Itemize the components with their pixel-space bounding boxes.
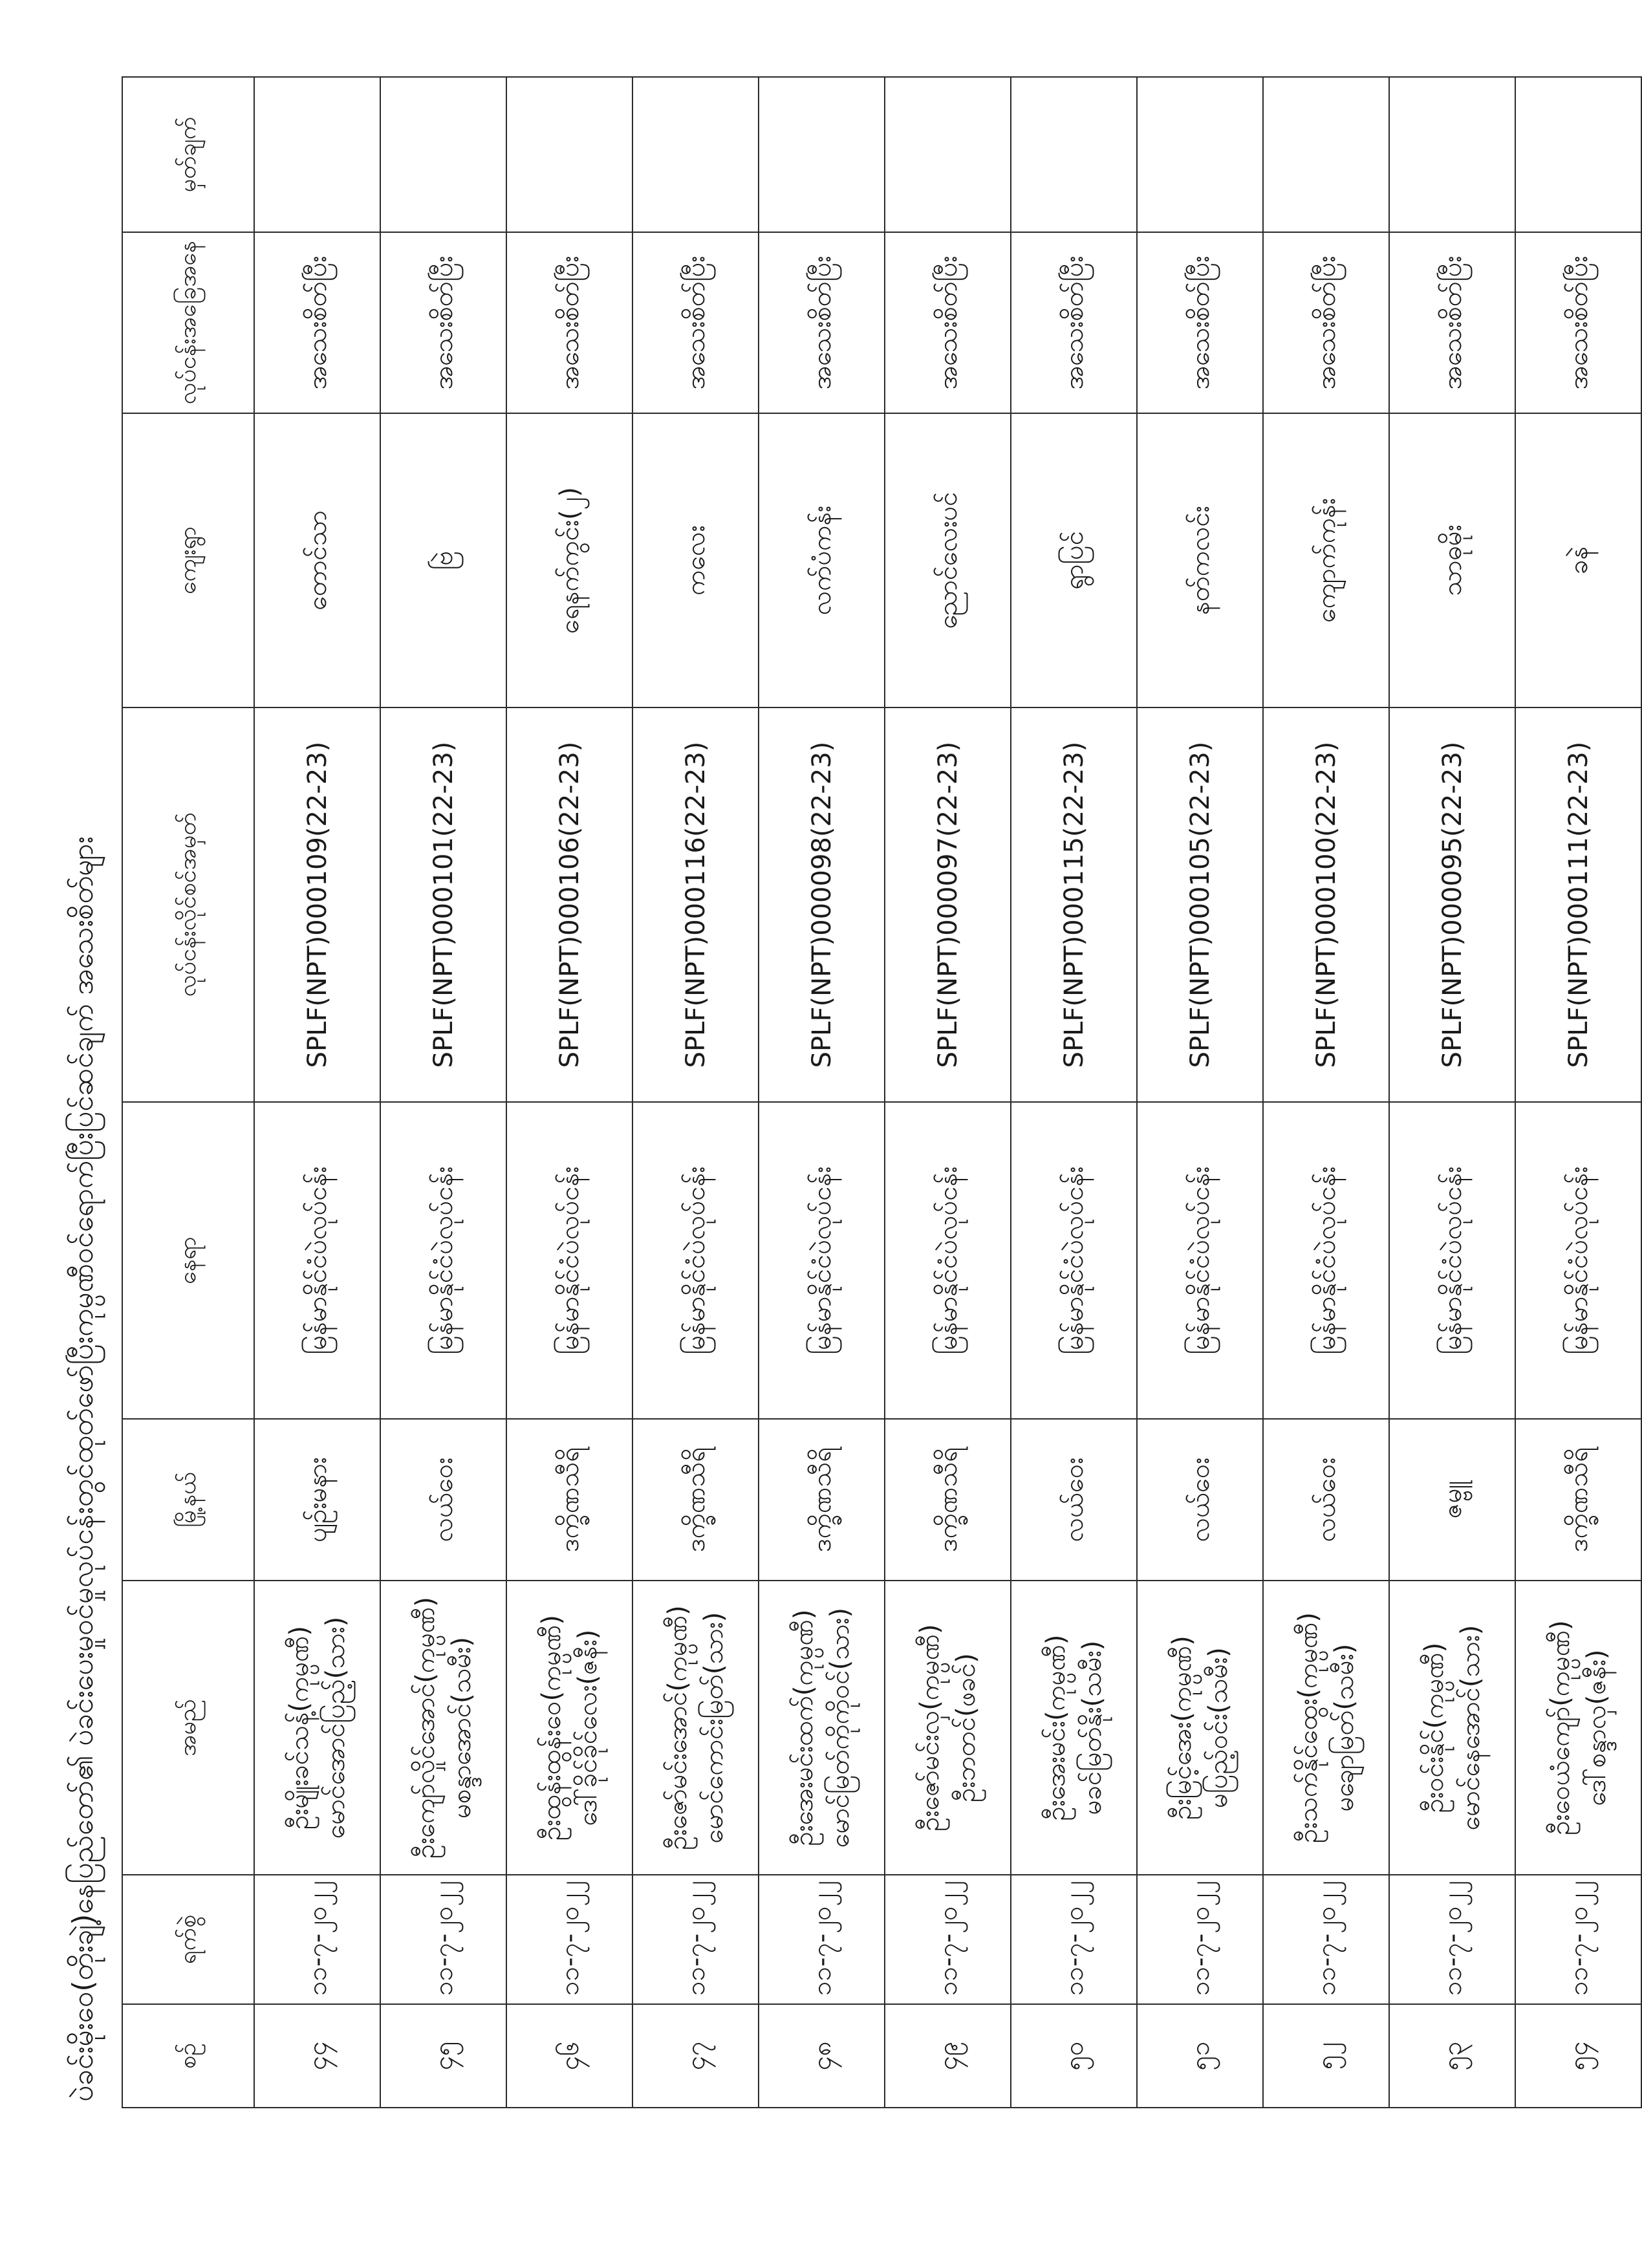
row-remarks	[254, 77, 380, 232]
row-village: ကျောက်ကုန်း	[1263, 413, 1389, 707]
row-village: ခနဲ	[1515, 413, 1641, 707]
header-status: လုပ်ငန်းအခြေအနေ	[122, 232, 254, 413]
row-village: တောင်သာ	[254, 413, 380, 707]
header-license: လုပ်ငန်းလိုင်စင်အမှတ်	[122, 707, 254, 1102]
row-township: ဒက္ခိဏသီရိ	[759, 1419, 885, 1581]
row-remarks	[506, 77, 632, 232]
row-name-line: ဦးမြင့်အေး(ကုမ္ပဏီ)	[1167, 1636, 1197, 1820]
row-license: SPLF(NPT)000098(22-23)	[759, 707, 885, 1102]
row-status: အသေးစိတ်ပြီး	[1389, 232, 1515, 413]
row-number: ၅၄	[1515, 2004, 1641, 2108]
license-table	[122, 76, 1642, 2108]
table-row	[1137, 77, 1263, 2108]
row-license: SPLF(NPT)000106(22-23)	[506, 707, 632, 1102]
row-township: ပျဉ်းမနား	[254, 1419, 380, 1581]
row-township: ဒက္ခိဏသီရိ	[1515, 1419, 1641, 1581]
row-date: ၁၁-၇-၂၀၂၂	[1011, 1875, 1137, 2004]
row-name-line: မောင်နေအောင်(သား)	[1455, 1625, 1485, 1831]
row-name-line: မချောမြတ်(သမီး)	[1329, 1643, 1359, 1812]
row-name	[759, 1581, 885, 1875]
row-name	[506, 1581, 632, 1875]
row-remarks	[632, 77, 759, 232]
row-date: ၁၁-၇-၂၀၂၂	[632, 1875, 759, 2004]
row-village: ရေနက်ကွင်း(၂)	[506, 413, 632, 707]
row-number: ၅၀	[1011, 2004, 1137, 2108]
header-row	[122, 77, 254, 2108]
row-place: မြန်မာနိုင်ငံပဲလုပ်ငန်း	[1011, 1102, 1137, 1419]
row-date: ၁၁-၇-၂၀၂၂	[1137, 1875, 1263, 2004]
row-place: မြန်မာနိုင်ငံပဲလုပ်ငန်း	[254, 1102, 380, 1419]
row-name	[1263, 1581, 1389, 1875]
row-township: ဒက္ခိဏသီရိ	[506, 1419, 632, 1581]
row-name	[380, 1581, 506, 1875]
row-remarks	[885, 77, 1011, 232]
row-status: အသေးစိတ်ပြီး	[632, 232, 759, 413]
row-name-line: မပြည့်ဝင်း(သမီး)	[1203, 1647, 1233, 1808]
row-date: ၁၁-၇-၂၀၂၂	[885, 1875, 1011, 2004]
row-date: ၁၁-၇-၂၀၂၂	[506, 1875, 632, 2004]
row-name	[1389, 1581, 1515, 1875]
row-remarks	[380, 77, 506, 232]
row-license: SPLF(NPT)000105(22-23)	[1137, 707, 1263, 1102]
table-row	[1263, 77, 1389, 2108]
row-date: ၁၁-၇-၂၀၂၂	[380, 1875, 506, 2004]
row-place: မြန်မာနိုင်ငံပဲလုပ်ငန်း	[1263, 1102, 1389, 1419]
row-township: လယ်ဝေး	[380, 1419, 506, 1581]
row-name-line: မောင်အောင်ပြည့်(သား)	[320, 1616, 351, 1839]
row-license: SPLF(NPT)000111(22-23)	[1515, 707, 1641, 1102]
row-place: မြန်မာနိုင်ငံပဲလုပ်ငန်း	[632, 1102, 759, 1419]
row-date: ၁၁-၇-၂၀၂၂	[254, 1875, 380, 2004]
table-row	[1011, 77, 1137, 2108]
row-status: အသေးစိတ်ပြီး	[254, 232, 380, 413]
row-place: မြန်မာနိုင်ငံပဲလုပ်ငန်း	[1389, 1102, 1515, 1419]
table-row	[506, 77, 632, 2108]
row-name-line: ဦးဇော်မင်းလှ(ကုမ္ပဏီ)	[914, 1624, 945, 1831]
row-name	[885, 1581, 1011, 1875]
row-name-line: မောင်မြတ်ကိုကိုဝင်(သား)	[825, 1607, 855, 1848]
row-status: အသေးစိတ်ပြီး	[1263, 232, 1389, 413]
row-license: SPLF(NPT)000100(22-23)	[1263, 707, 1389, 1102]
table-row	[632, 77, 759, 2108]
row-remarks	[759, 77, 885, 232]
table-row	[885, 77, 1011, 2108]
row-name-line: ဦးမျိုးခင်သန့်(ကုမ္ပဏီ)	[284, 1626, 314, 1830]
row-name-line: ဦးသက်နိုင်ထွေး(ကုမ္ပဏီ)	[1293, 1612, 1323, 1844]
row-township: လယ်ဝေး	[1263, 1419, 1389, 1581]
header-village: ကျေးရွာ	[122, 413, 254, 707]
row-number: ၄၆	[506, 2004, 632, 2108]
row-number: ၄၈	[759, 2004, 885, 2108]
row-name-line: ဦးထွန်းထွန်းဝေ(ကုမ္ပဏီ)	[536, 1614, 567, 1841]
row-name-line: မောင်ကောင်းမြတ်(သား)	[698, 1612, 729, 1844]
row-status: အသေးစိတ်ပြီး	[506, 232, 632, 413]
row-township: လယ်ဝေး	[1011, 1419, 1137, 1581]
row-village: သာဓုမိုး	[1389, 413, 1515, 707]
row-village: ဗြဲ	[380, 413, 506, 707]
row-status: အသေးစိတ်ပြီး	[1515, 232, 1641, 413]
row-name-line: မခင်မြတ်နိုး(သမီး)	[1077, 1640, 1107, 1815]
row-name-line: ဦးဇော်မင်းအောင်(ကုမ္ပဏီ)	[662, 1605, 693, 1850]
row-number: ၄၄	[254, 2004, 380, 2108]
row-date: ၁၁-၇-၂၀၂၂	[1515, 1875, 1641, 2004]
row-township: လယ်ဝေး	[1137, 1419, 1263, 1581]
row-place: မြန်မာနိုင်ငံပဲလုပ်ငန်း	[1515, 1102, 1641, 1419]
table-row	[1389, 77, 1515, 2108]
row-license: SPLF(NPT)000109(22-23)	[254, 707, 380, 1102]
row-place: မြန်မာနိုင်ငံပဲလုပ်ငန်း	[759, 1102, 885, 1419]
row-township: ဒက္ခိဏသီရိ	[632, 1419, 759, 1581]
header-place: နေရာ	[122, 1102, 254, 1419]
row-township: ဇမ္ဗူ	[1389, 1419, 1515, 1581]
row-status: အသေးစိတ်ပြီး	[1011, 232, 1137, 413]
header-no: စဉ်	[122, 2004, 254, 2108]
document-title: ပဲခင်းမိုးဝေ(တိုးချဲ့)နေပြည်တော်၏ ပဲခင်းပေးမှုဝင်မှုလုပ်ငန်းတွင်ထုတ်ဖော်ပြီးကုမ္ပဏီဝင်ရောက်ပြီးပြင်ဆင်ချက် အသေးစိတ်များ	[67, 836, 100, 2102]
row-status: အသေးစိတ်ပြီး	[1137, 232, 1263, 413]
row-name-line: ဦးဝေယံကျော်(ကုမ္ပဏီ)	[1545, 1620, 1575, 1835]
row-name-line: ဦးအေးမင်းထက်(ကုမ္ပဏီ)	[788, 1609, 819, 1846]
row-name	[1137, 1581, 1263, 1875]
row-name	[1515, 1581, 1641, 1875]
row-number: ၅၂	[1263, 2004, 1389, 2108]
row-village: နတ်ကလင်း	[1137, 413, 1263, 707]
row-name	[632, 1581, 759, 1875]
table-row	[1515, 77, 1641, 2108]
row-status: အသေးစိတ်ပြီး	[885, 232, 1011, 413]
row-status: အသေးစိတ်ပြီး	[759, 232, 885, 413]
row-place: မြန်မာနိုင်ငံပဲလုပ်ငန်း	[885, 1102, 1011, 1419]
header-township: မြို့နယ်	[122, 1419, 254, 1581]
row-name	[1011, 1581, 1137, 1875]
table-body	[254, 77, 1641, 2108]
row-village: ကလေး	[632, 413, 759, 707]
row-name-line: ဦးအေးမင်း(ကုမ္ပဏီ)	[1041, 1634, 1071, 1821]
row-status: အသေးစိတ်ပြီး	[380, 232, 506, 413]
row-number: ၅၃	[1389, 2004, 1515, 2108]
row-remarks	[1137, 77, 1263, 232]
header-remarks: မှတ်ချက်	[122, 77, 254, 232]
row-date: ၁၁-၇-၂၀၂၂	[759, 1875, 885, 2004]
row-village: ညောင်လေးပင်	[885, 413, 1011, 707]
row-number: ၅၁	[1137, 2004, 1263, 2108]
row-name-line: ဒေါ်စန္ဒာလှ(ဇနီး)	[1581, 1649, 1612, 1806]
row-license: SPLF(NPT)000095(22-23)	[1389, 707, 1515, 1102]
header-date: ရက်စွဲ	[122, 1875, 254, 2004]
row-number: ၄၅	[380, 2004, 506, 2108]
row-license: SPLF(NPT)000116(22-23)	[632, 707, 759, 1102]
row-number: ၄၇	[632, 2004, 759, 2108]
row-license: SPLF(NPT)000101(22-23)	[380, 707, 506, 1102]
row-remarks	[1263, 77, 1389, 232]
table-row	[759, 77, 885, 2108]
row-name-line: ဦးဝင်းနိုင်(ကုမ္ပဏီ)	[1419, 1642, 1449, 1813]
row-license: SPLF(NPT)000115(22-23)	[1011, 707, 1137, 1102]
row-place: မြန်မာနိုင်ငံပဲလုပ်ငန်း	[380, 1102, 506, 1419]
row-name-line: ဦးကျော်လှိုင်အောင်(ကုမ္ပဏီ)	[410, 1597, 440, 1859]
row-remarks	[1011, 77, 1137, 232]
header-name: အမည်	[122, 1581, 254, 1875]
row-place: မြန်မာနိုင်ငံပဲလုပ်ငန်း	[1137, 1102, 1263, 1419]
row-place: မြန်မာနိုင်ငံပဲလုပ်ငန်း	[506, 1102, 632, 1419]
table-row	[380, 77, 506, 2108]
row-name	[254, 1581, 380, 1875]
row-village: လက်ပံကန်း	[759, 413, 885, 707]
table-row	[254, 77, 380, 2108]
row-name-line: မစန္ဒာအောင်(သမီး)	[446, 1637, 477, 1819]
row-remarks	[1515, 77, 1641, 232]
rotated-sheet	[39, 71, 1612, 2186]
row-number: ၄၉	[885, 2004, 1011, 2108]
row-date: ၁၁-၇-၂၀၂၂	[1389, 1875, 1515, 2004]
row-remarks	[1389, 77, 1515, 232]
row-license: SPLF(NPT)000097(22-23)	[885, 707, 1011, 1102]
row-date: ၁၁-၇-၂၀၂၂	[1263, 1875, 1389, 2004]
row-township: ဒက္ခိဏသီရိ	[885, 1419, 1011, 1581]
row-village: ရွာပြင်	[1011, 413, 1137, 707]
row-name-line: ဦးဘတင်(ဖခင်)	[951, 1653, 981, 1802]
row-name-line: ဒေါ်ခိုင်ခိုင်လေး(ဇနီး)	[572, 1629, 603, 1826]
